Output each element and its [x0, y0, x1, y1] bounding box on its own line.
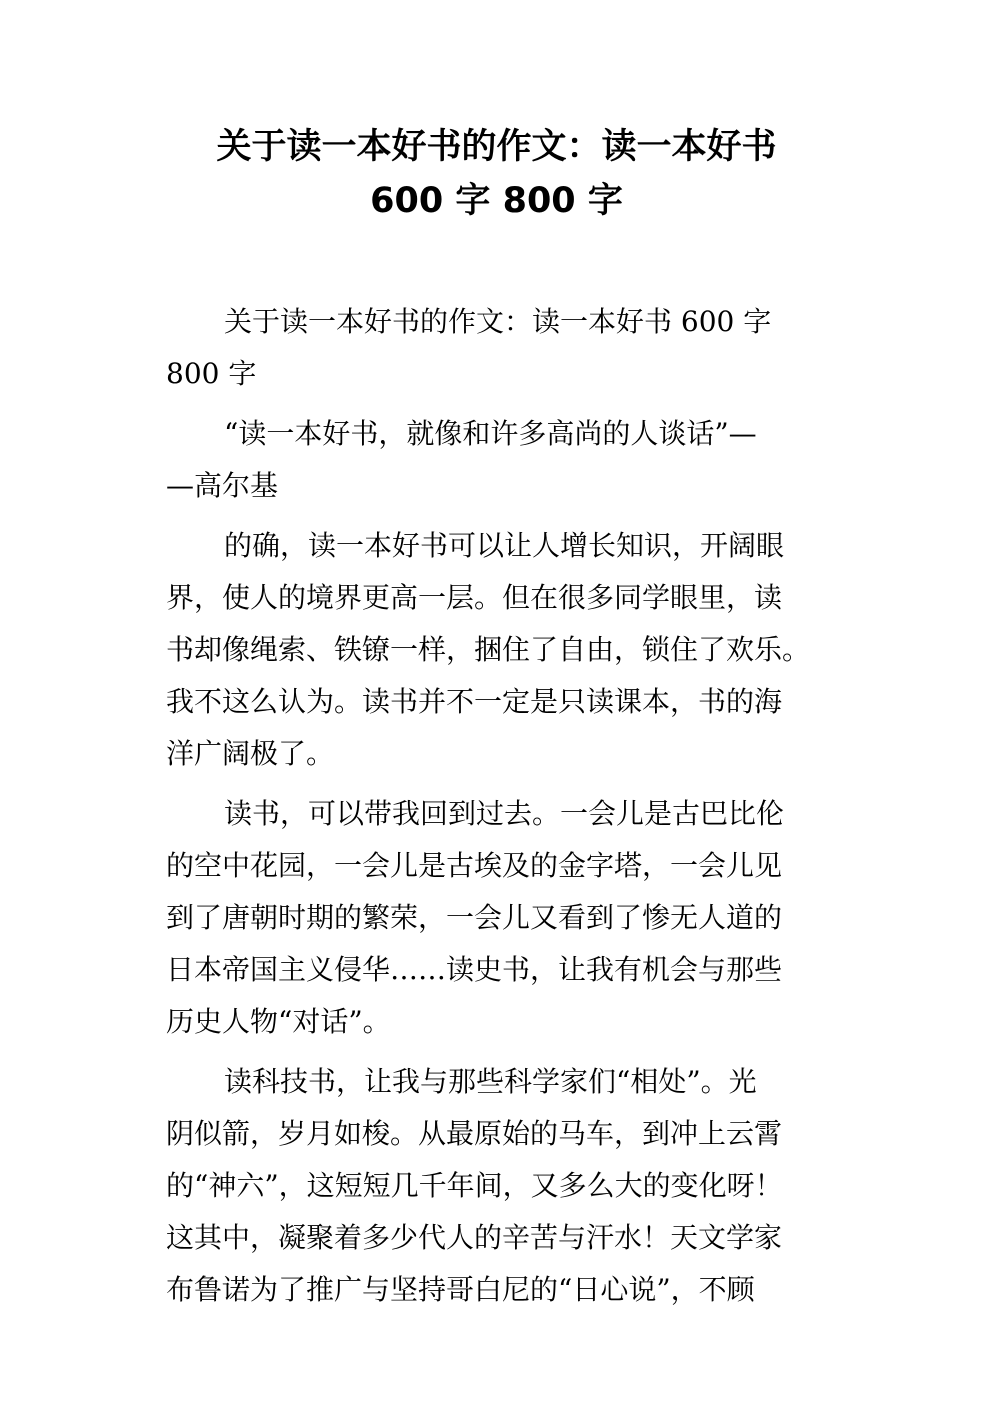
- paragraph-line: 日本帝国主义侵华……读史书，让我有机会与那些: [166, 953, 783, 986]
- paragraph: [166, 520, 834, 780]
- document-title: [100, 120, 893, 228]
- paragraph-line: 读科技书，让我与那些科学家们“相处”。光: [224, 1065, 757, 1098]
- paragraph-line: 阴似箭，岁月如梭。从最原始的马车，到冲上云霄: [166, 1117, 783, 1150]
- paragraph: [166, 296, 834, 400]
- paragraph-line: 历史人物“对话”。: [166, 1005, 391, 1038]
- paragraph-line: 布鲁诺为了推广与坚持哥白尼的“日心说”，不顾: [166, 1273, 755, 1306]
- paragraph-line: 界，使人的境界更高一层。但在很多同学眼里，读: [166, 581, 783, 614]
- paragraph: [166, 788, 834, 1048]
- paragraph-line: 的空中花园，一会儿是古埃及的金字塔，一会儿见: [166, 849, 783, 882]
- paragraph-line: 的确，读一本好书可以让人增长知识，开阔眼: [224, 529, 785, 562]
- paragraph-line: 这其中，凝聚着多少代人的辛苦与汗水！天文学家: [166, 1221, 783, 1254]
- paragraph-line: 关于读一本好书的作文：读一本好书 600 字: [224, 305, 772, 338]
- title-line: 关于读一本好书的作文：读一本好书: [216, 127, 777, 167]
- paragraph-line: —高尔基: [166, 469, 279, 502]
- paragraph-line: 洋广阔极了。: [166, 737, 335, 770]
- paragraph-line: 到了唐朝时期的繁荣，一会儿又看到了惨无人道的: [166, 901, 783, 934]
- title-line: 600 字 800 字: [370, 181, 623, 221]
- paragraph: [166, 408, 834, 512]
- paragraph-line: 800 字: [166, 357, 257, 390]
- paragraph-line: 的“神六”，这短短几千年间，又多么大的变化呀！: [166, 1169, 783, 1202]
- paragraph-line: 书却像绳索、铁镣一样，捆住了自由，锁住了欢乐。: [166, 633, 811, 666]
- paragraph: [166, 1056, 834, 1316]
- paragraph-line: “读一本好书，就像和许多高尚的人谈话”—: [224, 417, 757, 450]
- paragraph-line: 读书，可以带我回到过去。一会儿是古巴比伦: [224, 797, 785, 830]
- paragraph-line: 我不这么认为。读书并不一定是只读课本，书的海: [166, 685, 783, 718]
- document-body: [166, 296, 834, 1324]
